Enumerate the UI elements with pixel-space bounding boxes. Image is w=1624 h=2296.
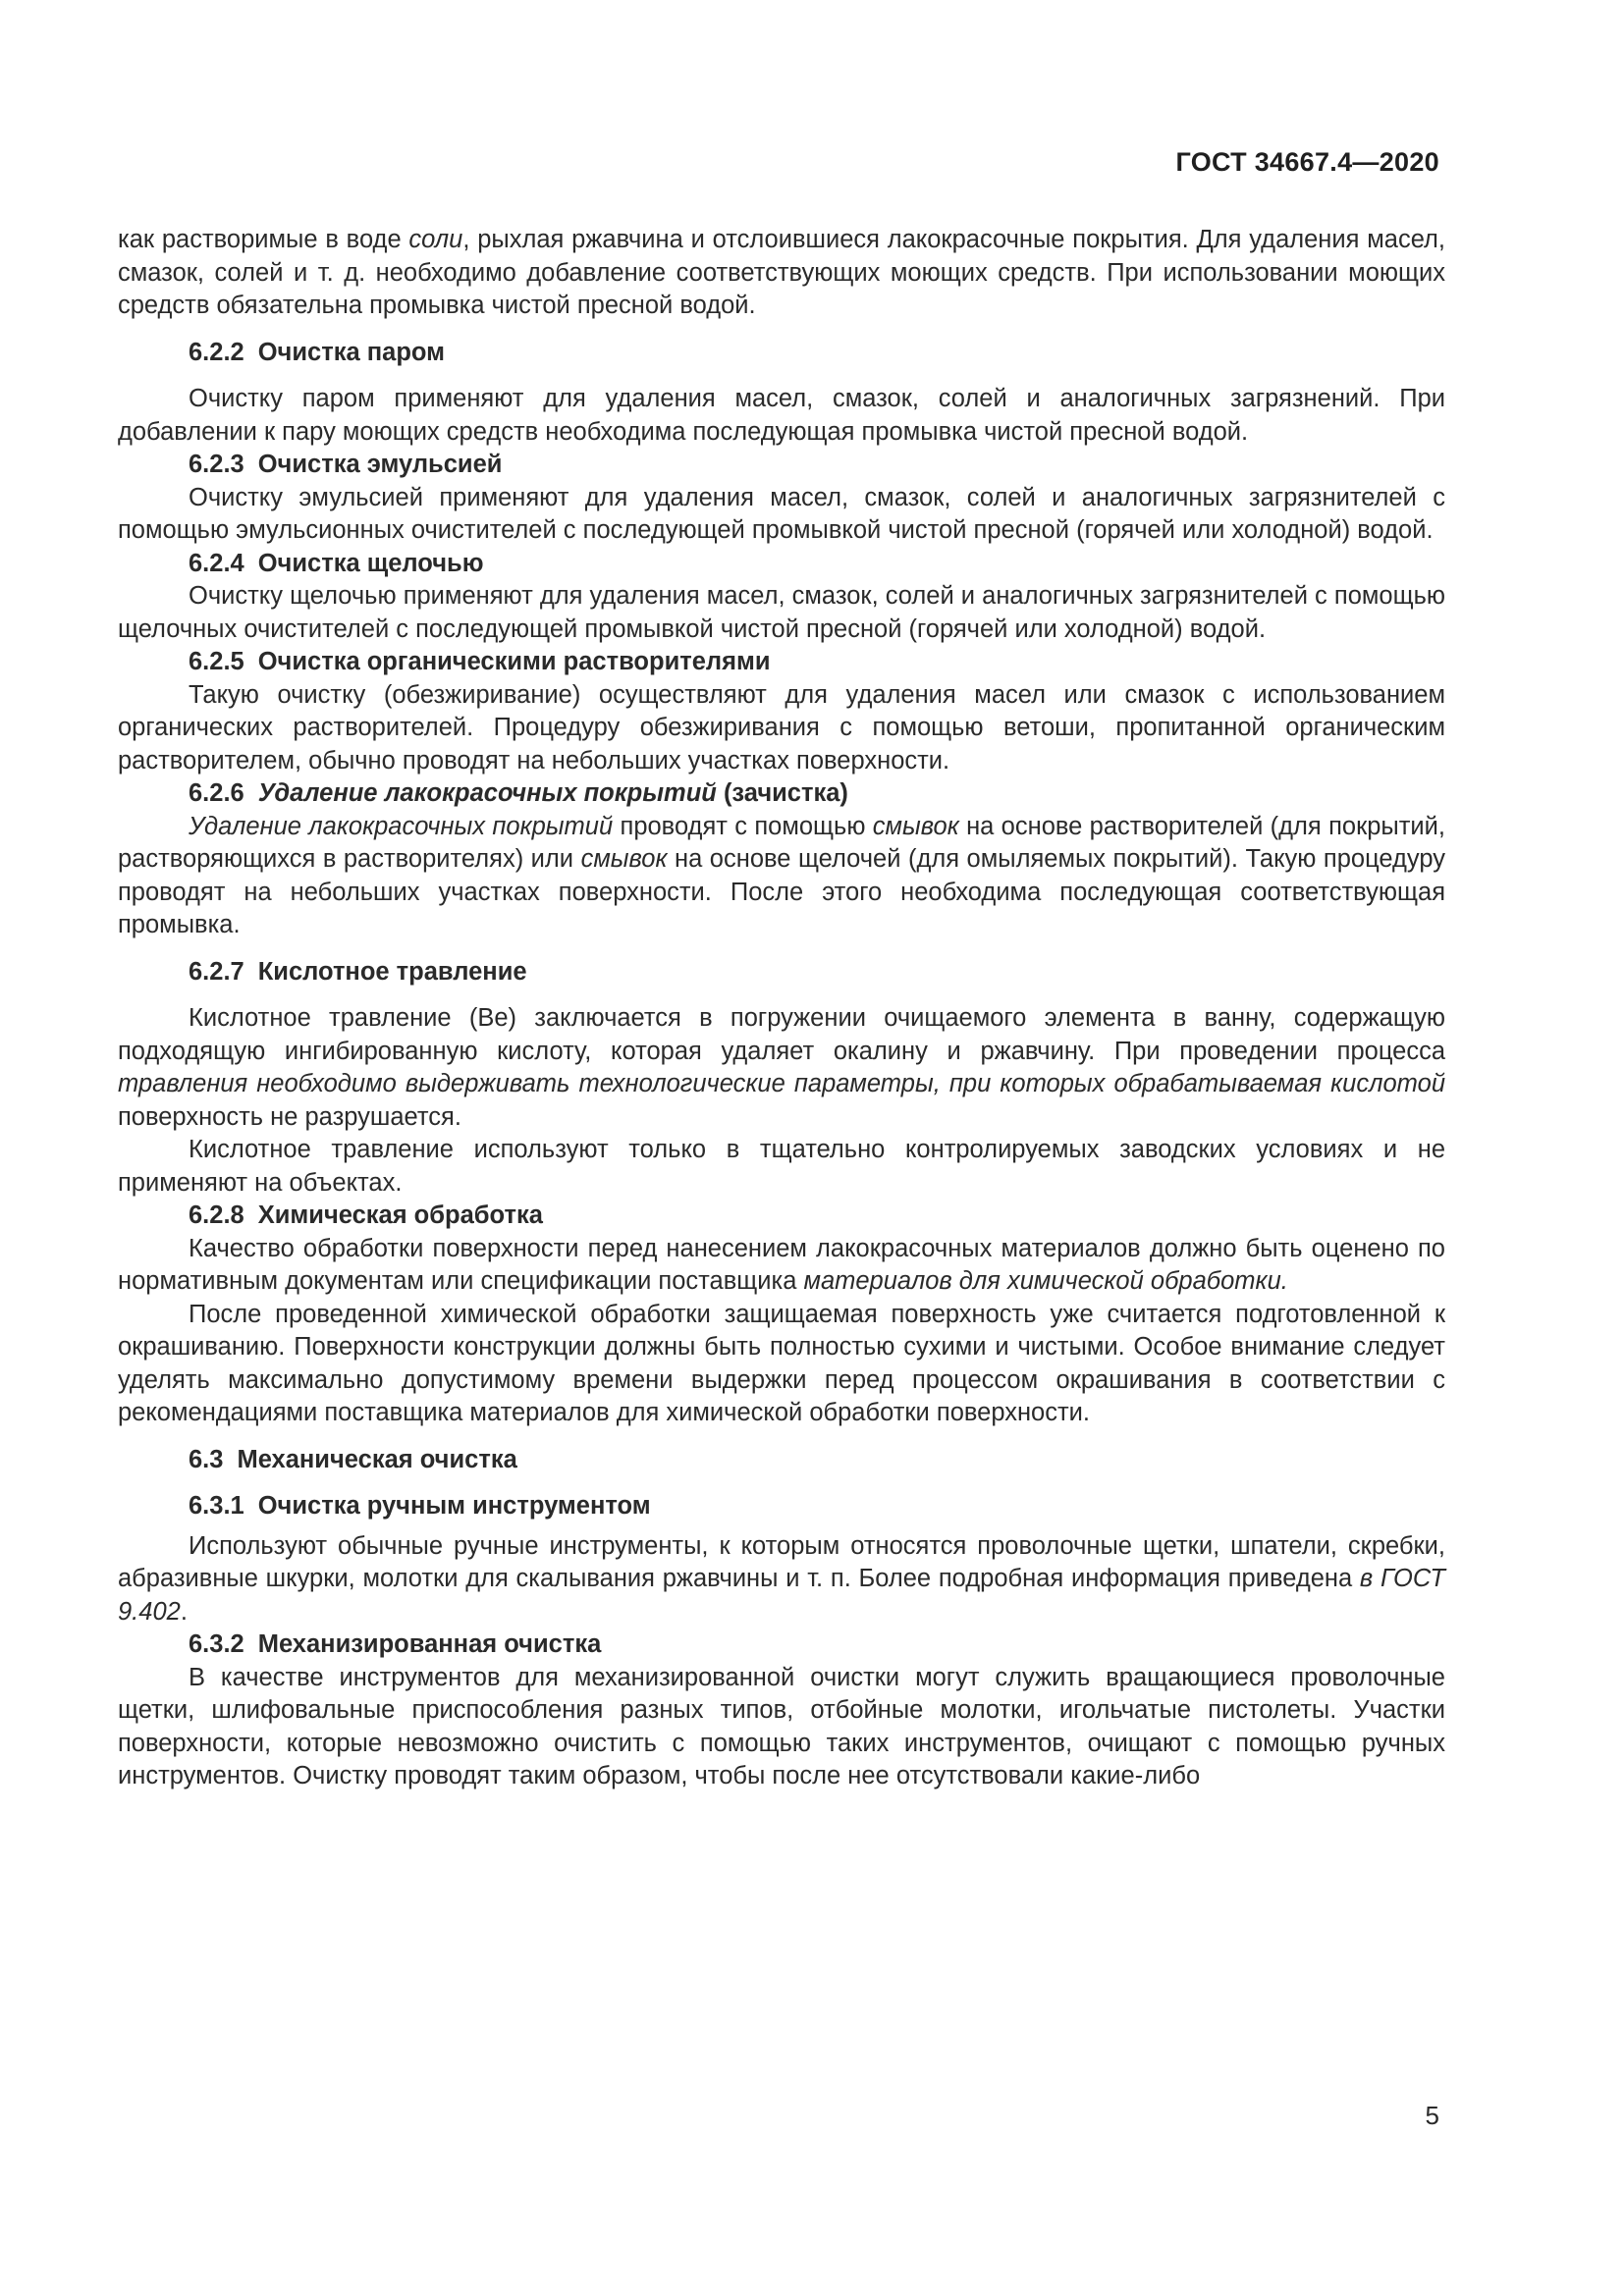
paragraph-6-2-4: Очистку щелочью применяют для удаления масел, смазок, солей и аналогичных загрязнителей с помощью щелочных очистителей с последующей промывкой чистой пресной (горячей или холодной) водой.	[118, 582, 1445, 643]
document-body	[118, 224, 1445, 1793]
paragraph-6-2-8-a: Качество обработки поверхности перед нанесением лакокрасочных материалов должно быть оценено по нормативным документам или спецификации поставщика материалов для химической обработки.	[118, 1234, 1445, 1295]
standard-header: ГОСТ 34667.4—2020	[1175, 147, 1439, 177]
section-heading-6-2-3: 6.2.3 Очистка эмульсией	[189, 451, 503, 478]
section-heading-6-3-1: 6.3.1 Очистка ручным инструментом	[189, 1492, 651, 1520]
paragraph-continuation: как растворимые в воде соли, рыхлая ржавчина и отслоившиеся лакокрасочные покрытия. Для удаления масел, смазок, солей и т. д. необходимо добавление соответствующих моющих средств. При использовании моющих средств обязательна промывка чистой пресной водой.	[118, 226, 1445, 319]
paragraph-6-2-2: Очистку паром применяют для удаления масел, смазок, солей и аналогичных загрязнений. При добавлении к пару моющих средств необходима последующая промывка чистой пресной водой.	[118, 385, 1445, 446]
paragraph-6-2-6: Удаление лакокрасочных покрытий проводят с помощью смывок на основе растворителей (для покрытий, растворяющихся в растворителях) или смывок на основе щелочей (для омыляемых покрытий). Такую процедуру проводят на небольших участках поверхности. После этого необходима последующая соответствующая промывка.	[118, 812, 1445, 938]
paragraph-6-2-7-a: Кислотное травление (Be) заключается в погружении очищаемого элемента в ванну, содержащую подходящую ингибированную кислоту, которая удаляет окалину и ржавчину. При проведении процесса травления необходимо выдерживать технологические параметры, при которых обрабатываемая кислотой поверхность не разрушается.	[118, 1004, 1445, 1131]
section-heading-6-2-8: 6.2.8 Химическая обработка	[189, 1201, 543, 1229]
section-heading-6-2-4: 6.2.4 Очистка щелочью	[189, 549, 484, 577]
section-heading-6-3: 6.3 Механическая очистка	[189, 1445, 517, 1473]
paragraph-6-2-5: Такую очистку (обезжиривание) осуществляют для удаления масел или смазок с использованием органических растворителей. Процедуру обезжиривания с помощью ветоши, пропитанной органическим растворителем, обычно проводят на небольших участках поверхности.	[118, 680, 1445, 774]
page-number: 5	[1425, 2101, 1439, 2130]
section-heading-6-2-5: 6.2.5 Очистка органическими растворителями	[189, 648, 771, 675]
section-heading-6-2-6: 6.2.6 Удаление лакокрасочных покрытий (зачистка)	[189, 779, 848, 807]
section-heading-6-2-2: 6.2.2 Очистка паром	[189, 338, 445, 366]
paragraph-6-2-7-b: Кислотное травление используют только в тщательно контролируемых заводских условиях и не применяют на объектах.	[118, 1136, 1445, 1197]
section-heading-6-3-2: 6.3.2 Механизированная очистка	[189, 1630, 602, 1658]
paragraph-6-3-1: Используют обычные ручные инструменты, к которым относятся проволочные щетки, шпатели, скребки, абразивные шкурки, молотки для скалывания ржавчины и т. п. Более подробная информация приведена в ГОСТ 9.402.	[118, 1531, 1445, 1626]
section-heading-6-2-7: 6.2.7 Кислотное травление	[189, 957, 527, 986]
paragraph-6-2-8-b: После проведенной химической обработки защищаемая поверхность уже считается подготовленной к окрашиванию. Поверхности конструкции должны быть полностью сухими и чистыми. Особое внимание следует уделять максимально допустимому времени выдержки перед процессом окрашивания в соответствии с рекомендациями поставщика материалов для химической обработки поверхности.	[118, 1300, 1445, 1426]
paragraph-6-2-3: Очистку эмульсией применяют для удаления масел, смазок, солей и аналогичных загрязнителей с помощью эмульсионных очистителей с последующей промывкой чистой пресной (горячей или холодной) водой.	[118, 483, 1445, 544]
paragraph-6-3-2: В качестве инструментов для механизированной очистки могут служить вращающиеся проволочные щетки, шлифовальные приспособления разных типов, отбойные молотки, игольчатые пистолеты. Участки поверхности, которые невозможно очистить с помощью таких инструментов, очищают с помощью ручных инструментов. Очистку проводят таким образом, чтобы после нее отсутствовали какие-либо	[118, 1663, 1445, 1789]
